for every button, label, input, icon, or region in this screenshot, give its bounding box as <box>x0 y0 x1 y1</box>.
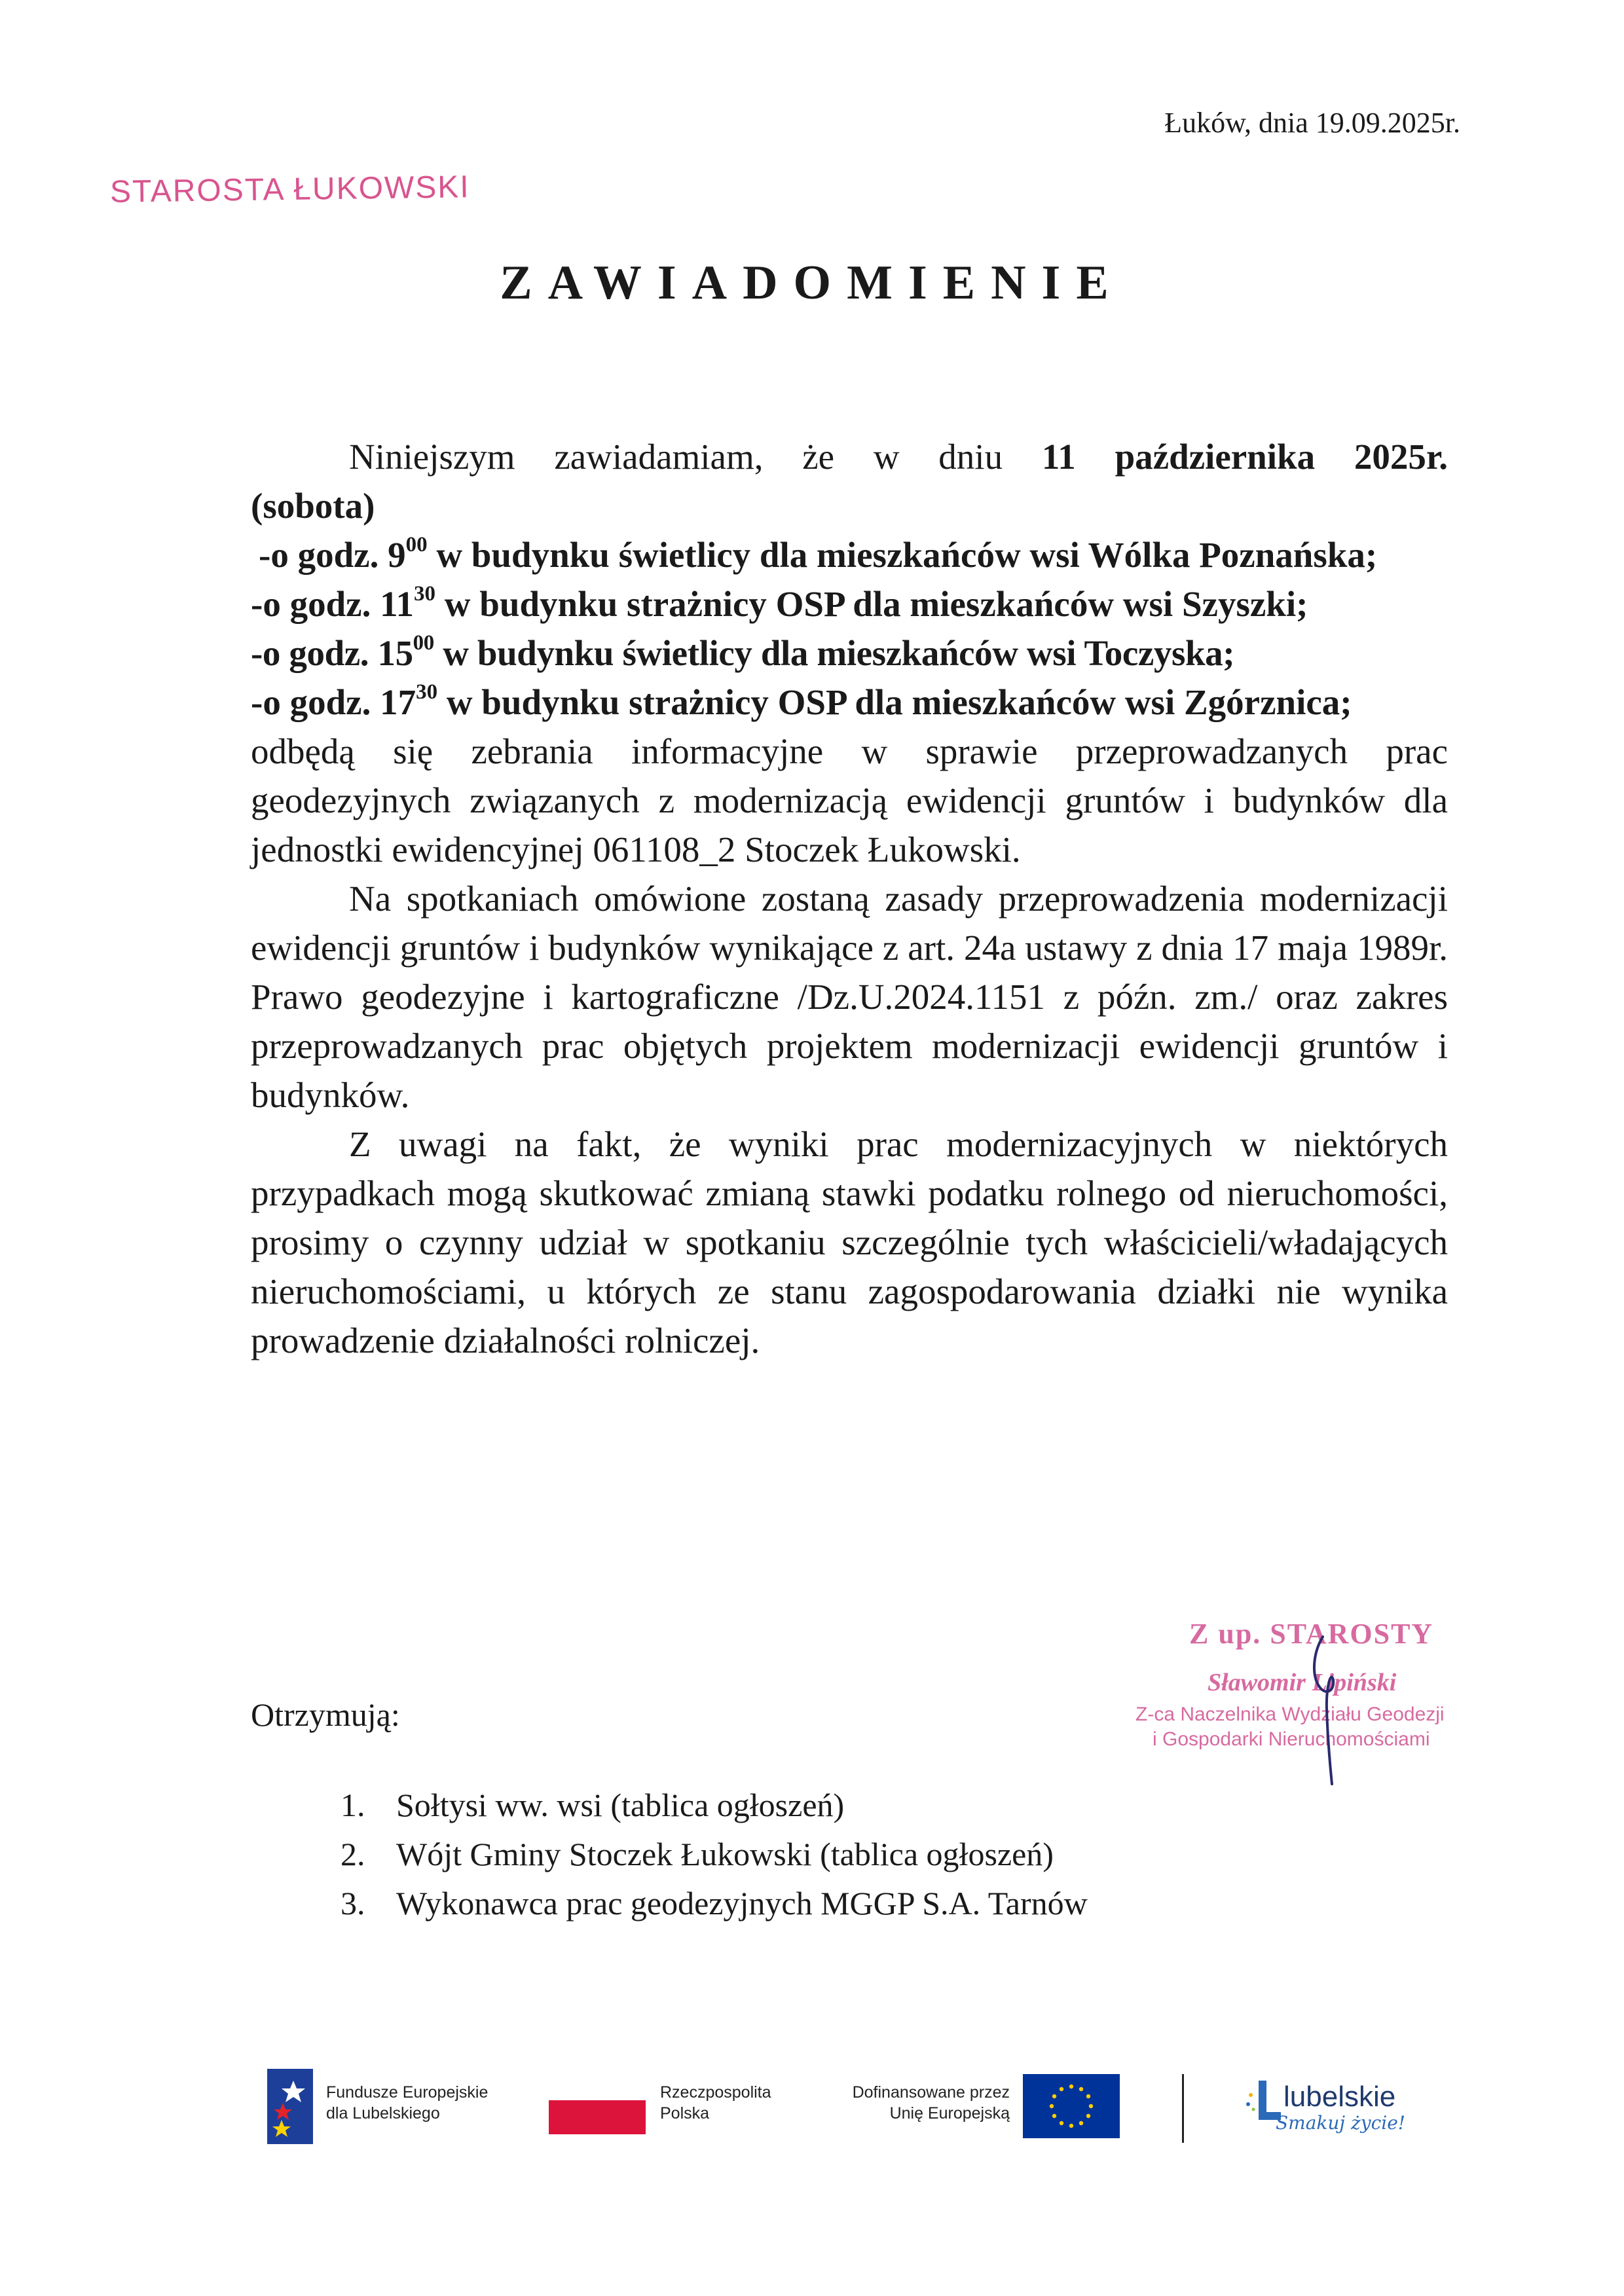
signature-on-behalf: Z up. STAROSTY <box>1189 1618 1434 1650</box>
paragraph-purpose: odbędą się zebrania informacyjne w sprawie przeprowadzanych prac geodezyjnych związanych z modernizacją ewidencji gruntów i budynków dla jednostki ewidencyjnej 061108_2 Stoczek Łukowski. <box>251 731 1448 869</box>
meeting-date: 11 października 2025r. <box>1041 437 1449 477</box>
document-date: Łuków, dnia 19.09.2025r. <box>1164 107 1460 139</box>
lubelskie-name: lubelskie <box>1283 2081 1396 2113</box>
document-body <box>251 432 1448 1365</box>
list-item: 1. Sołtysi ww. wsi (tablica ogłoszeń) <box>341 1787 845 1823</box>
lubelskie-slogan: Smakuj życie! <box>1276 2112 1406 2134</box>
handwritten-signature-icon <box>1126 1617 1493 1787</box>
funding-footer <box>0 2069 1624 2160</box>
eu-funding-text: Dofinansowane przez Unię Europejską <box>852 2083 1010 2123</box>
paragraph-appeal: Z uwagi na fakt, że wyniki prac modernizacyjnych w niektórych przypadkach mogą skutkować zmianą stawki podatku rolnego od nieruchomości, prosimy o czynny udział w spotkaniu szczególnie tych właścicieli/władających nieruchomościami, u których ze stanu zagospodarowania działki nie wynika prowadzenie działalności rolniczej. <box>251 1124 1448 1360</box>
meeting-item: -o godz. $11^{30}$ w budynku strażnicy OSP dla mieszkańców wsi Szyszki; <box>251 582 1308 624</box>
intro-text: Niniejszym zawiadamiam, że w dniu <box>349 437 1042 477</box>
document-title: ZAWIADOMIENIE <box>500 256 1124 310</box>
signature-position: Z-ca Naczelnika Wydziału Geodezji <box>1135 1704 1445 1725</box>
meeting-item: -o godz. $17^{30}$ w budynku strażnicy OSP dla mieszkańców wsi Zgórznica; <box>251 680 1352 722</box>
european-funds-logo-icon <box>267 2069 313 2144</box>
signature-department: i Gospodarki Nieruchomościami <box>1153 1728 1430 1750</box>
recipients-label: Otrzymują: <box>251 1696 400 1733</box>
meeting-item: -o godz. $15^{00}$ w budynku świetlicy dla mieszkańców wsi Toczyska; <box>251 631 1235 673</box>
issuer-stamp: STAROSTA ŁUKOWSKI <box>109 170 470 210</box>
poland-flag-icon <box>549 2100 646 2134</box>
signature-name: Sławomir Lipiński <box>1208 1669 1397 1696</box>
eu-flag-icon <box>1023 2074 1120 2138</box>
intro-line <box>251 432 1448 481</box>
meeting-day: (sobota) <box>251 486 375 526</box>
list-item: 2. Wójt Gminy Stoczek Łukowski (tablica ogłoszeń) <box>341 1836 1054 1872</box>
footer-divider <box>1182 2074 1184 2143</box>
paragraph-scope: Na spotkaniach omówione zostaną zasady przeprowadzenia modernizacji ewidencji gruntów i budynków wynikające z art. 24a ustawy z dnia 17 maja 1989r. Prawo geodezyjne i kartograficzne /Dz.U.2024.1151 z późn. zm./ oraz zakres przeprowadzanych prac objętych projektem modernizacji ewidencji gruntów i budynków. <box>251 879 1448 1115</box>
signature-stamp <box>1126 1617 1493 1787</box>
list-item: 3. Wykonawca prac geodezyjnych MGGP S.A. Tarnów <box>341 1885 1088 1922</box>
poland-text: Rzeczpospolita Polska <box>660 2083 771 2123</box>
european-funds-text: Fundusze Europejskie dla Lubelskiego <box>326 2083 489 2123</box>
meeting-item: -o godz. $9^{00}$ w budynku świetlicy dla mieszkańców wsi Wólka Poznańska; <box>259 533 1378 575</box>
recipients-list <box>341 1781 1088 1928</box>
